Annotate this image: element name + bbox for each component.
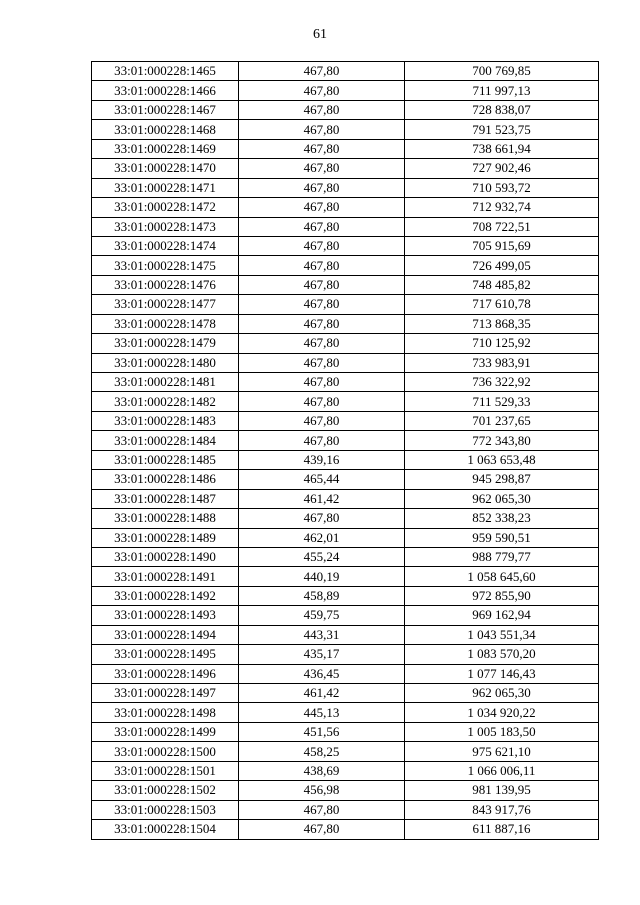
value-cell: 1 058 645,60 <box>405 567 599 586</box>
area-cell: 458,89 <box>239 586 405 605</box>
table-row <box>92 781 599 800</box>
area-cell: 435,17 <box>239 645 405 664</box>
value-cell: 717 610,78 <box>405 295 599 314</box>
table-row <box>92 509 599 528</box>
value-cell: 611 887,16 <box>405 820 599 839</box>
table-row <box>92 684 599 703</box>
value-cell: 710 125,92 <box>405 334 599 353</box>
value-cell: 700 769,85 <box>405 62 599 81</box>
value-cell: 705 915,69 <box>405 236 599 255</box>
cadastral-number-cell: 33:01:000228:1471 <box>92 178 239 197</box>
table-row <box>92 586 599 605</box>
cadastral-number-cell: 33:01:000228:1491 <box>92 567 239 586</box>
table-row <box>92 100 599 119</box>
area-cell: 438,69 <box>239 761 405 780</box>
table-row <box>92 62 599 81</box>
area-cell: 467,80 <box>239 198 405 217</box>
area-cell: 467,80 <box>239 411 405 430</box>
cadastral-number-cell: 33:01:000228:1468 <box>92 120 239 139</box>
value-cell: 727 902,46 <box>405 159 599 178</box>
table-row <box>92 334 599 353</box>
area-cell: 461,42 <box>239 489 405 508</box>
area-cell: 465,44 <box>239 470 405 489</box>
area-cell: 467,80 <box>239 256 405 275</box>
cadastral-number-cell: 33:01:000228:1476 <box>92 275 239 294</box>
value-cell: 1 066 006,11 <box>405 761 599 780</box>
cadastral-number-cell: 33:01:000228:1473 <box>92 217 239 236</box>
table-row <box>92 664 599 683</box>
cadastral-number-cell: 33:01:000228:1483 <box>92 411 239 430</box>
cadastral-number-cell: 33:01:000228:1504 <box>92 820 239 839</box>
value-cell: 791 523,75 <box>405 120 599 139</box>
area-cell: 467,80 <box>239 353 405 372</box>
area-cell: 467,80 <box>239 314 405 333</box>
value-cell: 1 005 183,50 <box>405 722 599 741</box>
table-row <box>92 625 599 644</box>
value-cell: 852 338,23 <box>405 509 599 528</box>
table-row <box>92 820 599 839</box>
value-cell: 1 083 570,20 <box>405 645 599 664</box>
value-cell: 1 077 146,43 <box>405 664 599 683</box>
value-cell: 975 621,10 <box>405 742 599 761</box>
area-cell: 467,80 <box>239 81 405 100</box>
cadastral-number-cell: 33:01:000228:1484 <box>92 431 239 450</box>
area-cell: 467,80 <box>239 800 405 819</box>
value-cell: 772 343,80 <box>405 431 599 450</box>
area-cell: 467,80 <box>239 120 405 139</box>
table-row <box>92 489 599 508</box>
table-row <box>92 800 599 819</box>
table-row <box>92 353 599 372</box>
table-row <box>92 450 599 469</box>
table-row <box>92 742 599 761</box>
cadastral-number-cell: 33:01:000228:1486 <box>92 470 239 489</box>
table-row <box>92 392 599 411</box>
area-cell: 458,25 <box>239 742 405 761</box>
value-cell: 962 065,30 <box>405 684 599 703</box>
cadastral-number-cell: 33:01:000228:1489 <box>92 528 239 547</box>
value-cell: 710 593,72 <box>405 178 599 197</box>
value-cell: 711 529,33 <box>405 392 599 411</box>
table-row <box>92 761 599 780</box>
area-cell: 467,80 <box>239 159 405 178</box>
cadastral-number-cell: 33:01:000228:1501 <box>92 761 239 780</box>
cadastral-number-cell: 33:01:000228:1494 <box>92 625 239 644</box>
area-cell: 455,24 <box>239 547 405 566</box>
area-cell: 467,80 <box>239 275 405 294</box>
value-cell: 713 868,35 <box>405 314 599 333</box>
table-row <box>92 703 599 722</box>
value-cell: 969 162,94 <box>405 606 599 625</box>
table-row <box>92 547 599 566</box>
area-cell: 467,80 <box>239 295 405 314</box>
value-cell: 701 237,65 <box>405 411 599 430</box>
value-cell: 711 997,13 <box>405 81 599 100</box>
value-cell: 738 661,94 <box>405 139 599 158</box>
table-row <box>92 139 599 158</box>
area-cell: 467,80 <box>239 509 405 528</box>
cadastral-number-cell: 33:01:000228:1481 <box>92 373 239 392</box>
cadastral-number-cell: 33:01:000228:1500 <box>92 742 239 761</box>
area-cell: 467,80 <box>239 431 405 450</box>
value-cell: 726 499,05 <box>405 256 599 275</box>
table-row <box>92 178 599 197</box>
cadastral-number-cell: 33:01:000228:1472 <box>92 198 239 217</box>
table-row <box>92 470 599 489</box>
table-row <box>92 159 599 178</box>
table-body <box>92 62 599 840</box>
page-number: 61 <box>313 27 327 42</box>
area-cell: 451,56 <box>239 722 405 741</box>
value-cell: 708 722,51 <box>405 217 599 236</box>
area-cell: 467,80 <box>239 100 405 119</box>
area-cell: 467,80 <box>239 217 405 236</box>
area-cell: 467,80 <box>239 139 405 158</box>
table-row <box>92 645 599 664</box>
area-cell: 440,19 <box>239 567 405 586</box>
value-cell: 945 298,87 <box>405 470 599 489</box>
cadastral-number-cell: 33:01:000228:1492 <box>92 586 239 605</box>
table-row <box>92 606 599 625</box>
value-cell: 988 779,77 <box>405 547 599 566</box>
cadastral-number-cell: 33:01:000228:1503 <box>92 800 239 819</box>
value-cell: 736 322,92 <box>405 373 599 392</box>
cadastral-number-cell: 33:01:000228:1488 <box>92 509 239 528</box>
cadastral-number-cell: 33:01:000228:1474 <box>92 236 239 255</box>
area-cell: 456,98 <box>239 781 405 800</box>
cadastral-number-cell: 33:01:000228:1482 <box>92 392 239 411</box>
cadastral-number-cell: 33:01:000228:1485 <box>92 450 239 469</box>
value-cell: 712 932,74 <box>405 198 599 217</box>
cadastral-number-cell: 33:01:000228:1496 <box>92 664 239 683</box>
value-cell: 1 063 653,48 <box>405 450 599 469</box>
table-row <box>92 528 599 547</box>
value-cell: 962 065,30 <box>405 489 599 508</box>
table-row <box>92 295 599 314</box>
table-row <box>92 236 599 255</box>
cadastral-number-cell: 33:01:000228:1475 <box>92 256 239 275</box>
cadastral-number-cell: 33:01:000228:1479 <box>92 334 239 353</box>
table-row <box>92 314 599 333</box>
cadastral-number-cell: 33:01:000228:1478 <box>92 314 239 333</box>
area-cell: 467,80 <box>239 62 405 81</box>
area-cell: 439,16 <box>239 450 405 469</box>
cadastral-number-cell: 33:01:000228:1487 <box>92 489 239 508</box>
table-row <box>92 120 599 139</box>
value-cell: 1 043 551,34 <box>405 625 599 644</box>
cadastral-number-cell: 33:01:000228:1495 <box>92 645 239 664</box>
cadastral-number-cell: 33:01:000228:1467 <box>92 100 239 119</box>
area-cell: 445,13 <box>239 703 405 722</box>
area-cell: 443,31 <box>239 625 405 644</box>
cadastral-number-cell: 33:01:000228:1466 <box>92 81 239 100</box>
cadastral-number-cell: 33:01:000228:1465 <box>92 62 239 81</box>
parcel-table <box>91 61 599 840</box>
table-row <box>92 431 599 450</box>
table-row <box>92 567 599 586</box>
area-cell: 467,80 <box>239 820 405 839</box>
table-row <box>92 256 599 275</box>
cadastral-number-cell: 33:01:000228:1498 <box>92 703 239 722</box>
value-cell: 748 485,82 <box>405 275 599 294</box>
value-cell: 728 838,07 <box>405 100 599 119</box>
area-cell: 461,42 <box>239 684 405 703</box>
table-row <box>92 217 599 236</box>
cadastral-number-cell: 33:01:000228:1469 <box>92 139 239 158</box>
table-row <box>92 722 599 741</box>
area-cell: 462,01 <box>239 528 405 547</box>
table-row <box>92 198 599 217</box>
area-cell: 436,45 <box>239 664 405 683</box>
area-cell: 467,80 <box>239 178 405 197</box>
value-cell: 981 139,95 <box>405 781 599 800</box>
value-cell: 843 917,76 <box>405 800 599 819</box>
value-cell: 1 034 920,22 <box>405 703 599 722</box>
area-cell: 467,80 <box>239 373 405 392</box>
area-cell: 467,80 <box>239 392 405 411</box>
cadastral-number-cell: 33:01:000228:1493 <box>92 606 239 625</box>
value-cell: 972 855,90 <box>405 586 599 605</box>
area-cell: 467,80 <box>239 334 405 353</box>
area-cell: 467,80 <box>239 236 405 255</box>
table-row <box>92 373 599 392</box>
table-row <box>92 411 599 430</box>
table-row <box>92 81 599 100</box>
cadastral-number-cell: 33:01:000228:1499 <box>92 722 239 741</box>
table-row <box>92 275 599 294</box>
value-cell: 959 590,51 <box>405 528 599 547</box>
cadastral-number-cell: 33:01:000228:1502 <box>92 781 239 800</box>
cadastral-number-cell: 33:01:000228:1480 <box>92 353 239 372</box>
cadastral-number-cell: 33:01:000228:1490 <box>92 547 239 566</box>
cadastral-number-cell: 33:01:000228:1470 <box>92 159 239 178</box>
cadastral-number-cell: 33:01:000228:1477 <box>92 295 239 314</box>
area-cell: 459,75 <box>239 606 405 625</box>
value-cell: 733 983,91 <box>405 353 599 372</box>
cadastral-number-cell: 33:01:000228:1497 <box>92 684 239 703</box>
